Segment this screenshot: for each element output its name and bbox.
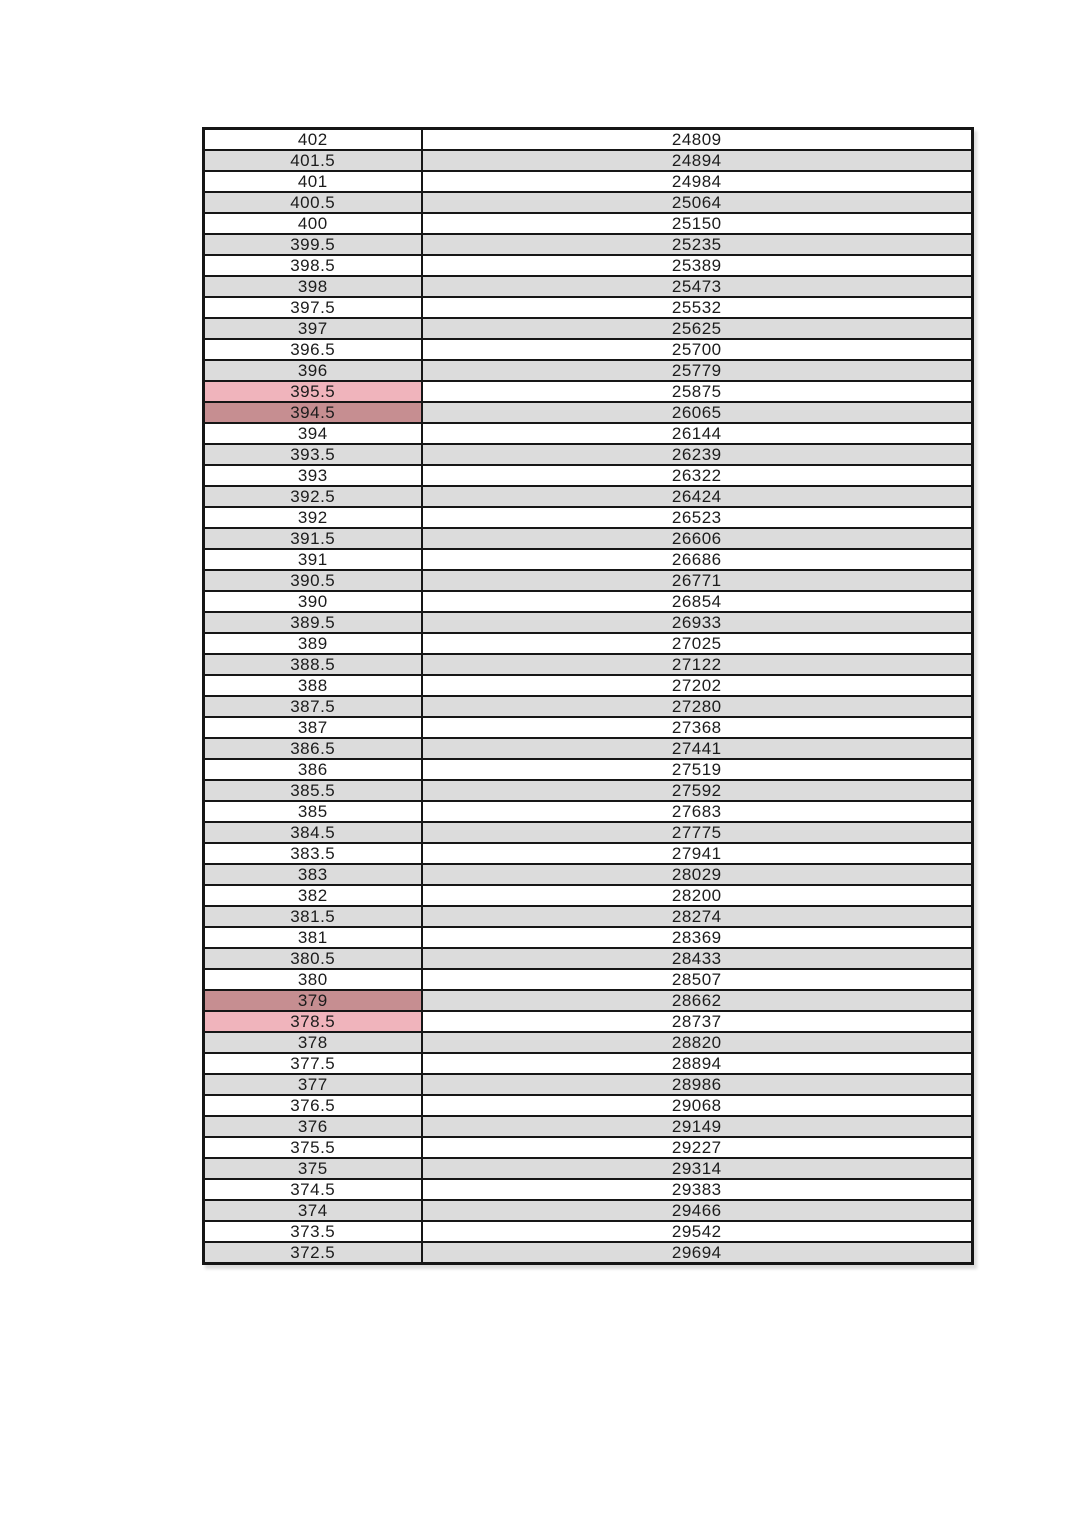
table-row (204, 1200, 973, 1221)
table-row (204, 717, 973, 738)
count-cell: 27592 (422, 780, 973, 801)
count-cell: 28662 (422, 990, 973, 1011)
table-row (204, 234, 973, 255)
count-cell: 25064 (422, 192, 973, 213)
count-cell: 29068 (422, 1095, 973, 1116)
score-cell: 375 (204, 1158, 422, 1179)
count-cell: 28894 (422, 1053, 973, 1074)
count-cell: 29149 (422, 1116, 973, 1137)
count-cell: 27683 (422, 801, 973, 822)
count-cell: 25532 (422, 297, 973, 318)
score-cell: 401.5 (204, 150, 422, 171)
count-cell: 29227 (422, 1137, 973, 1158)
score-cell: 391 (204, 549, 422, 570)
table-row (204, 780, 973, 801)
table-row (204, 549, 973, 570)
table-row (204, 1053, 973, 1074)
score-cell: 378.5 (204, 1011, 422, 1032)
table-row (204, 1221, 973, 1242)
score-rank-table (202, 127, 974, 1265)
table-row (204, 1074, 973, 1095)
count-cell: 26854 (422, 591, 973, 612)
count-cell: 24809 (422, 129, 973, 151)
count-cell: 29314 (422, 1158, 973, 1179)
count-cell: 26523 (422, 507, 973, 528)
score-cell: 380.5 (204, 948, 422, 969)
table-row (204, 1179, 973, 1200)
score-cell: 387 (204, 717, 422, 738)
count-cell: 29542 (422, 1221, 973, 1242)
score-cell: 396.5 (204, 339, 422, 360)
table-row (204, 1158, 973, 1179)
score-cell: 389 (204, 633, 422, 654)
count-cell: 25150 (422, 213, 973, 234)
score-cell: 374.5 (204, 1179, 422, 1200)
table-row (204, 654, 973, 675)
table-row (204, 150, 973, 171)
count-cell: 28200 (422, 885, 973, 906)
table-row (204, 129, 973, 151)
score-cell: 400 (204, 213, 422, 234)
count-cell: 28433 (422, 948, 973, 969)
score-cell: 381 (204, 927, 422, 948)
table-row (204, 381, 973, 402)
table-row (204, 444, 973, 465)
count-cell: 29694 (422, 1242, 973, 1264)
count-cell: 28274 (422, 906, 973, 927)
count-cell: 27202 (422, 675, 973, 696)
table-row (204, 402, 973, 423)
table-row (204, 276, 973, 297)
score-cell: 397 (204, 318, 422, 339)
count-cell: 26322 (422, 465, 973, 486)
table-row (204, 1242, 973, 1264)
count-cell: 28369 (422, 927, 973, 948)
table-row (204, 318, 973, 339)
score-cell: 396 (204, 360, 422, 381)
count-cell: 27775 (422, 822, 973, 843)
score-cell: 401 (204, 171, 422, 192)
table-row (204, 192, 973, 213)
score-cell: 386 (204, 759, 422, 780)
count-cell: 26606 (422, 528, 973, 549)
table-row (204, 696, 973, 717)
score-cell: 382 (204, 885, 422, 906)
count-cell: 26144 (422, 423, 973, 444)
count-cell: 27025 (422, 633, 973, 654)
count-cell: 29466 (422, 1200, 973, 1221)
table-row (204, 948, 973, 969)
count-cell: 27122 (422, 654, 973, 675)
count-cell: 26065 (422, 402, 973, 423)
score-cell: 399.5 (204, 234, 422, 255)
table-row (204, 360, 973, 381)
score-cell: 375.5 (204, 1137, 422, 1158)
count-cell: 27441 (422, 738, 973, 759)
score-cell: 398.5 (204, 255, 422, 276)
table-row (204, 591, 973, 612)
count-cell: 26933 (422, 612, 973, 633)
count-cell: 26424 (422, 486, 973, 507)
table-row (204, 570, 973, 591)
table-row (204, 171, 973, 192)
table-row (204, 906, 973, 927)
table-row (204, 990, 973, 1011)
count-cell: 28986 (422, 1074, 973, 1095)
table-row (204, 255, 973, 276)
score-cell: 379 (204, 990, 422, 1011)
count-cell: 26239 (422, 444, 973, 465)
table-row (204, 843, 973, 864)
table-row (204, 1032, 973, 1053)
score-cell: 395.5 (204, 381, 422, 402)
score-cell: 383 (204, 864, 422, 885)
table-row (204, 1116, 973, 1137)
count-cell: 25625 (422, 318, 973, 339)
count-cell: 25235 (422, 234, 973, 255)
score-cell: 391.5 (204, 528, 422, 549)
score-cell: 377 (204, 1074, 422, 1095)
score-cell: 374 (204, 1200, 422, 1221)
score-rank-table-body (204, 129, 973, 1264)
count-cell: 27519 (422, 759, 973, 780)
score-cell: 390.5 (204, 570, 422, 591)
table-row (204, 738, 973, 759)
score-cell: 388.5 (204, 654, 422, 675)
table-row (204, 1095, 973, 1116)
table-row (204, 969, 973, 990)
count-cell: 25779 (422, 360, 973, 381)
table-row (204, 759, 973, 780)
score-cell: 397.5 (204, 297, 422, 318)
score-cell: 400.5 (204, 192, 422, 213)
table-row (204, 423, 973, 444)
score-cell: 388 (204, 675, 422, 696)
score-cell: 378 (204, 1032, 422, 1053)
count-cell: 28820 (422, 1032, 973, 1053)
score-cell: 389.5 (204, 612, 422, 633)
count-cell: 25473 (422, 276, 973, 297)
count-cell: 25700 (422, 339, 973, 360)
table-row (204, 801, 973, 822)
score-cell: 377.5 (204, 1053, 422, 1074)
score-cell: 376.5 (204, 1095, 422, 1116)
score-cell: 390 (204, 591, 422, 612)
score-cell: 387.5 (204, 696, 422, 717)
score-cell: 393.5 (204, 444, 422, 465)
table-row (204, 297, 973, 318)
score-cell: 394.5 (204, 402, 422, 423)
count-cell: 27941 (422, 843, 973, 864)
count-cell: 27368 (422, 717, 973, 738)
table-row (204, 486, 973, 507)
count-cell: 25875 (422, 381, 973, 402)
score-cell: 383.5 (204, 843, 422, 864)
count-cell: 26771 (422, 570, 973, 591)
count-cell: 25389 (422, 255, 973, 276)
count-cell: 24984 (422, 171, 973, 192)
table-row (204, 633, 973, 654)
table-row (204, 528, 973, 549)
count-cell: 27280 (422, 696, 973, 717)
table-row (204, 507, 973, 528)
score-cell: 384.5 (204, 822, 422, 843)
score-cell: 392.5 (204, 486, 422, 507)
score-cell: 385.5 (204, 780, 422, 801)
table-row (204, 339, 973, 360)
score-cell: 373.5 (204, 1221, 422, 1242)
table-row (204, 885, 973, 906)
table-row (204, 213, 973, 234)
score-cell: 398 (204, 276, 422, 297)
count-cell: 28737 (422, 1011, 973, 1032)
count-cell: 24894 (422, 150, 973, 171)
score-cell: 381.5 (204, 906, 422, 927)
count-cell: 28029 (422, 864, 973, 885)
score-cell: 392 (204, 507, 422, 528)
score-cell: 394 (204, 423, 422, 444)
score-cell: 386.5 (204, 738, 422, 759)
table-row (204, 822, 973, 843)
score-cell: 402 (204, 129, 422, 151)
count-cell: 29383 (422, 1179, 973, 1200)
table-row (204, 1011, 973, 1032)
score-cell: 380 (204, 969, 422, 990)
table-row (204, 1137, 973, 1158)
count-cell: 26686 (422, 549, 973, 570)
count-cell: 28507 (422, 969, 973, 990)
table-row (204, 675, 973, 696)
table-row (204, 927, 973, 948)
score-cell: 376 (204, 1116, 422, 1137)
score-cell: 372.5 (204, 1242, 422, 1264)
table-row (204, 465, 973, 486)
table-row (204, 864, 973, 885)
score-cell: 385 (204, 801, 422, 822)
score-cell: 393 (204, 465, 422, 486)
table-row (204, 612, 973, 633)
